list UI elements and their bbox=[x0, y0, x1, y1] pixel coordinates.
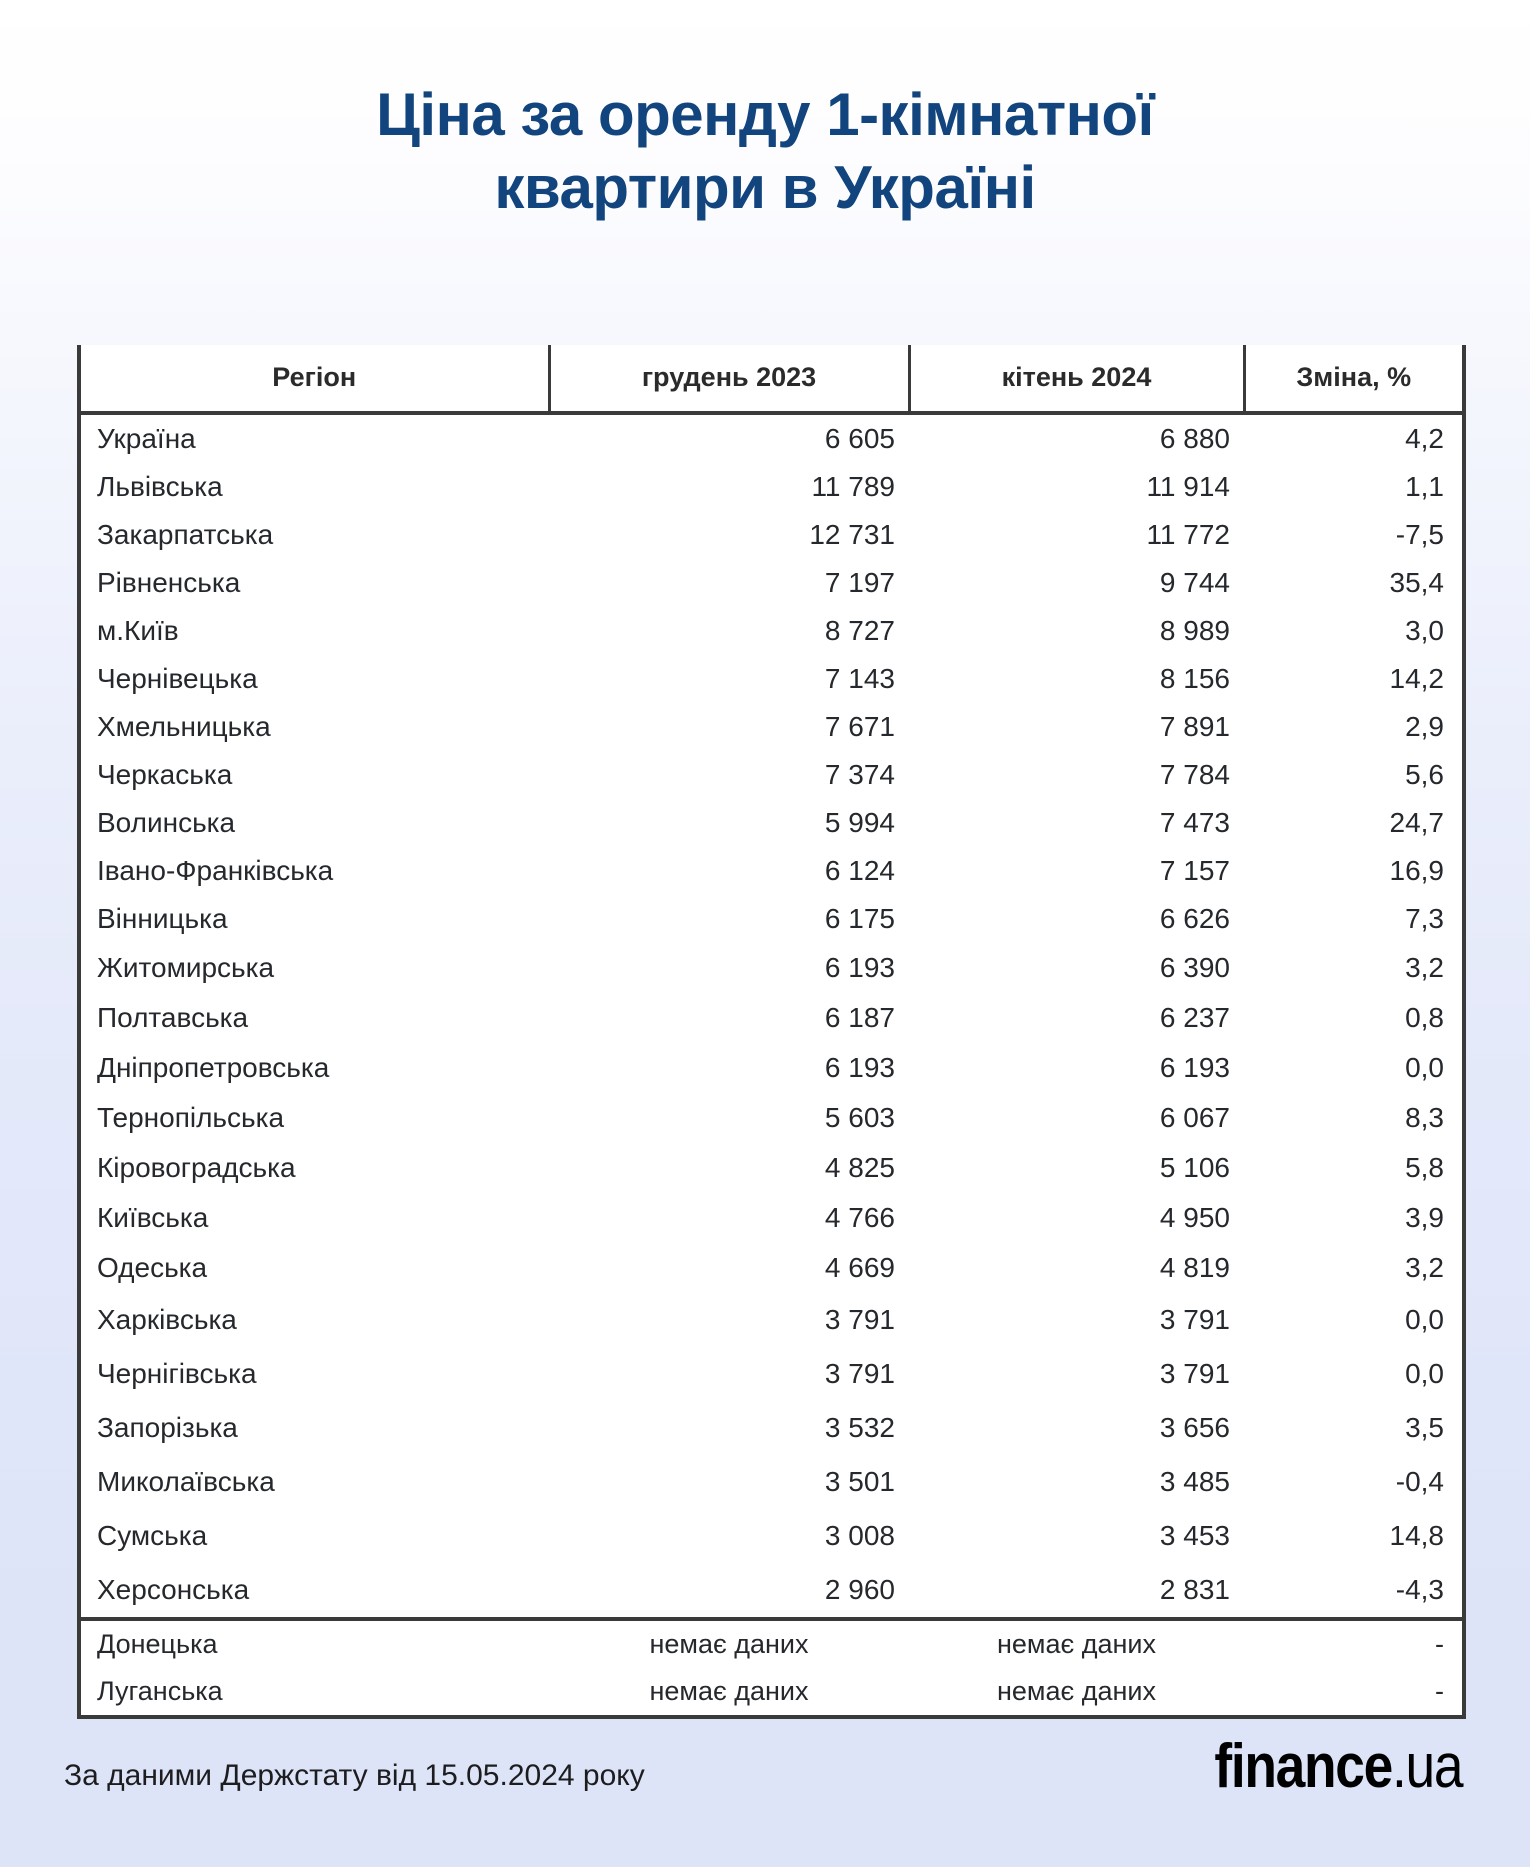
cell-region: Донецька bbox=[79, 1619, 549, 1668]
cell-apr-2024: 3 791 bbox=[909, 1347, 1244, 1401]
cell-dec-2023: 6 193 bbox=[549, 943, 909, 993]
rent-price-table bbox=[77, 345, 1466, 1719]
cell-region: м.Київ bbox=[79, 607, 549, 655]
cell-region: Кіровоградська bbox=[79, 1143, 549, 1193]
cell-apr-2024: 7 891 bbox=[909, 703, 1244, 751]
cell-region: Дніпропетровська bbox=[79, 1043, 549, 1093]
cell-change: 5,6 bbox=[1244, 751, 1464, 799]
table-row bbox=[79, 463, 1464, 511]
cell-apr-2024: 6 193 bbox=[909, 1043, 1244, 1093]
cell-region: Харківська bbox=[79, 1293, 549, 1347]
cell-dec-2023: 6 175 bbox=[549, 895, 909, 943]
cell-apr-2024: 6 237 bbox=[909, 993, 1244, 1043]
table-body bbox=[79, 413, 1464, 1717]
table-row bbox=[79, 1093, 1464, 1143]
cell-change: 16,9 bbox=[1244, 847, 1464, 895]
cell-change: 0,0 bbox=[1244, 1293, 1464, 1347]
cell-dec-2023: 3 008 bbox=[549, 1509, 909, 1563]
cell-apr-2024: 8 989 bbox=[909, 607, 1244, 655]
cell-region: Чернівецька bbox=[79, 655, 549, 703]
cell-change: 14,8 bbox=[1244, 1509, 1464, 1563]
cell-region: Тернопільська bbox=[79, 1093, 549, 1143]
brand-name-tld: .ua bbox=[1391, 1732, 1462, 1801]
cell-apr-2024: 7 473 bbox=[909, 799, 1244, 847]
column-header-apr-2024: кітень 2024 bbox=[909, 345, 1244, 413]
cell-region: Хмельницька bbox=[79, 703, 549, 751]
table-row bbox=[79, 1401, 1464, 1455]
cell-apr-2024: 6 626 bbox=[909, 895, 1244, 943]
cell-dec-2023: 6 193 bbox=[549, 1043, 909, 1093]
table-row bbox=[79, 1563, 1464, 1619]
cell-apr-2024: немає даних bbox=[909, 1619, 1244, 1668]
table-row bbox=[79, 751, 1464, 799]
cell-dec-2023: 4 766 bbox=[549, 1193, 909, 1243]
cell-change: 5,8 bbox=[1244, 1143, 1464, 1193]
table-row bbox=[79, 1347, 1464, 1401]
cell-region: Сумська bbox=[79, 1509, 549, 1563]
cell-change: 2,9 bbox=[1244, 703, 1464, 751]
cell-region: Закарпатська bbox=[79, 511, 549, 559]
table-row bbox=[79, 943, 1464, 993]
cell-dec-2023: 2 960 bbox=[549, 1563, 909, 1619]
column-header-region: Регіон bbox=[79, 345, 549, 413]
cell-dec-2023: 3 791 bbox=[549, 1293, 909, 1347]
cell-apr-2024: 3 791 bbox=[909, 1293, 1244, 1347]
cell-region: Херсонська bbox=[79, 1563, 549, 1619]
table-header bbox=[79, 345, 1464, 413]
table-row bbox=[79, 1668, 1464, 1717]
table-row bbox=[79, 1619, 1464, 1668]
table-row bbox=[79, 559, 1464, 607]
cell-apr-2024: 4 950 bbox=[909, 1193, 1244, 1243]
cell-region: Луганська bbox=[79, 1668, 549, 1717]
table-row bbox=[79, 847, 1464, 895]
cell-region: Черкаська bbox=[79, 751, 549, 799]
footer bbox=[0, 1717, 1530, 1867]
cell-dec-2023: 3 501 bbox=[549, 1455, 909, 1509]
table-row bbox=[79, 703, 1464, 751]
cell-change: 3,5 bbox=[1244, 1401, 1464, 1455]
cell-change: 3,9 bbox=[1244, 1193, 1464, 1243]
table-row bbox=[79, 1455, 1464, 1509]
cell-apr-2024: немає даних bbox=[909, 1668, 1244, 1717]
table-row bbox=[79, 1509, 1464, 1563]
cell-change: 3,0 bbox=[1244, 607, 1464, 655]
cell-apr-2024: 11 772 bbox=[909, 511, 1244, 559]
cell-region: Київська bbox=[79, 1193, 549, 1243]
cell-dec-2023: 4 825 bbox=[549, 1143, 909, 1193]
table-row bbox=[79, 1043, 1464, 1093]
cell-dec-2023: 12 731 bbox=[549, 511, 909, 559]
cell-dec-2023: 5 603 bbox=[549, 1093, 909, 1143]
cell-apr-2024: 6 390 bbox=[909, 943, 1244, 993]
cell-region: Одеська bbox=[79, 1243, 549, 1293]
cell-change: 0,0 bbox=[1244, 1347, 1464, 1401]
cell-dec-2023: 3 532 bbox=[549, 1401, 909, 1455]
cell-dec-2023: 5 994 bbox=[549, 799, 909, 847]
cell-change: 35,4 bbox=[1244, 559, 1464, 607]
cell-change: 4,2 bbox=[1244, 413, 1464, 463]
cell-apr-2024: 9 744 bbox=[909, 559, 1244, 607]
cell-change: 0,8 bbox=[1244, 993, 1464, 1043]
cell-apr-2024: 7 157 bbox=[909, 847, 1244, 895]
cell-apr-2024: 3 453 bbox=[909, 1509, 1244, 1563]
cell-change: 0,0 bbox=[1244, 1043, 1464, 1093]
page-title bbox=[0, 0, 1530, 224]
cell-dec-2023: 7 374 bbox=[549, 751, 909, 799]
table-row bbox=[79, 655, 1464, 703]
cell-region: Волинська bbox=[79, 799, 549, 847]
page-title-line-1: Ціна за оренду 1-кімнатної bbox=[376, 81, 1154, 148]
cell-region: Львівська bbox=[79, 463, 549, 511]
cell-apr-2024: 5 106 bbox=[909, 1143, 1244, 1193]
cell-apr-2024: 6 067 bbox=[909, 1093, 1244, 1143]
cell-dec-2023: 7 143 bbox=[549, 655, 909, 703]
cell-region: Рівненська bbox=[79, 559, 549, 607]
table-row bbox=[79, 1143, 1464, 1193]
cell-change: -4,3 bbox=[1244, 1563, 1464, 1619]
cell-apr-2024: 4 819 bbox=[909, 1243, 1244, 1293]
cell-apr-2024: 11 914 bbox=[909, 463, 1244, 511]
cell-change: 7,3 bbox=[1244, 895, 1464, 943]
cell-change: - bbox=[1244, 1668, 1464, 1717]
cell-dec-2023: 7 197 bbox=[549, 559, 909, 607]
rent-price-table-container bbox=[77, 345, 1462, 1719]
cell-dec-2023: немає даних bbox=[549, 1619, 909, 1668]
cell-region: Житомирська bbox=[79, 943, 549, 993]
table-header-row bbox=[79, 345, 1464, 413]
page-title-line-2: квартири в Україні bbox=[494, 154, 1036, 222]
column-header-change: Зміна, % bbox=[1244, 345, 1464, 413]
source-note: За даними Держстату від 15.05.2024 року bbox=[64, 1759, 645, 1792]
cell-dec-2023: 8 727 bbox=[549, 607, 909, 655]
cell-dec-2023: 3 791 bbox=[549, 1347, 909, 1401]
cell-change: 1,1 bbox=[1244, 463, 1464, 511]
cell-change: 14,2 bbox=[1244, 655, 1464, 703]
cell-dec-2023: 6 187 bbox=[549, 993, 909, 1043]
finance-ua-logo bbox=[1214, 1731, 1462, 1802]
cell-dec-2023: немає даних bbox=[549, 1668, 909, 1717]
cell-apr-2024: 3 656 bbox=[909, 1401, 1244, 1455]
cell-region: Запорізька bbox=[79, 1401, 549, 1455]
cell-apr-2024: 2 831 bbox=[909, 1563, 1244, 1619]
cell-apr-2024: 6 880 bbox=[909, 413, 1244, 463]
cell-change: 3,2 bbox=[1244, 943, 1464, 993]
cell-change: -7,5 bbox=[1244, 511, 1464, 559]
cell-dec-2023: 6 124 bbox=[549, 847, 909, 895]
table-row bbox=[79, 895, 1464, 943]
cell-change: -0,4 bbox=[1244, 1455, 1464, 1509]
cell-change: - bbox=[1244, 1619, 1464, 1668]
cell-region: Миколаївська bbox=[79, 1455, 549, 1509]
table-row bbox=[79, 993, 1464, 1043]
cell-region: Чернігівська bbox=[79, 1347, 549, 1401]
table-row bbox=[79, 1193, 1464, 1243]
cell-region: Івано-Франківська bbox=[79, 847, 549, 895]
cell-dec-2023: 4 669 bbox=[549, 1243, 909, 1293]
cell-change: 24,7 bbox=[1244, 799, 1464, 847]
cell-dec-2023: 11 789 bbox=[549, 463, 909, 511]
table-row bbox=[79, 799, 1464, 847]
cell-change: 8,3 bbox=[1244, 1093, 1464, 1143]
cell-region: Україна bbox=[79, 413, 549, 463]
cell-region: Вінницька bbox=[79, 895, 549, 943]
cell-apr-2024: 7 784 bbox=[909, 751, 1244, 799]
table-row bbox=[79, 511, 1464, 559]
cell-change: 3,2 bbox=[1244, 1243, 1464, 1293]
cell-dec-2023: 6 605 bbox=[549, 413, 909, 463]
cell-apr-2024: 8 156 bbox=[909, 655, 1244, 703]
table-row bbox=[79, 607, 1464, 655]
table-row bbox=[79, 1293, 1464, 1347]
column-header-dec-2023: грудень 2023 bbox=[549, 345, 909, 413]
table-row bbox=[79, 1243, 1464, 1293]
brand-name-bold: finance bbox=[1214, 1732, 1392, 1801]
cell-dec-2023: 7 671 bbox=[549, 703, 909, 751]
table-row bbox=[79, 413, 1464, 463]
cell-apr-2024: 3 485 bbox=[909, 1455, 1244, 1509]
cell-region: Полтавська bbox=[79, 993, 549, 1043]
